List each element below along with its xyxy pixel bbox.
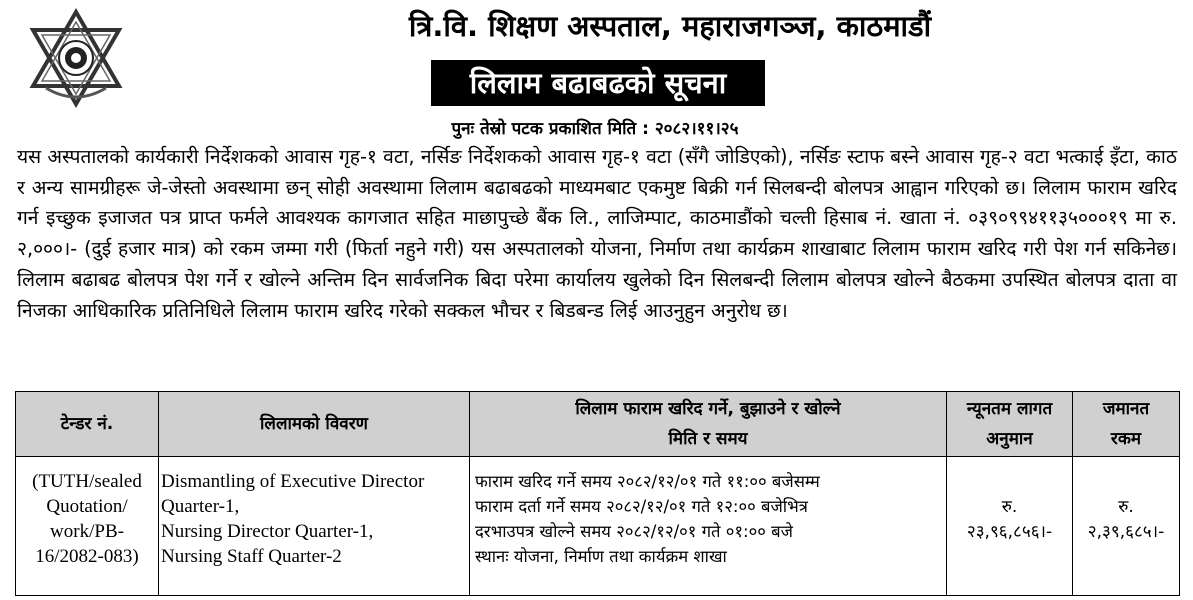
header-form-schedule: लिलाम फाराम खरिद गर्ने, बुझाउने र खोल्ने मिति र समय [470,392,947,457]
header-deposit: जमानत रकम [1073,392,1180,457]
table-header-row [16,392,1180,457]
table-row [16,457,1180,596]
header-description: लिलामको विवरण [159,392,470,457]
republish-date-note: पुनः तेस्रो पटक प्रकाशित मिति : २०८२।११।२५ [451,119,739,139]
notice-heading: लिलाम बढाबढको सूचना [431,60,765,106]
notice-body: यस अस्पतालको कार्यकारी निर्देशकको आवास गृह-१ वटा, नर्सिङ निर्देशकको आवास गृह-१ वटा (सँगै जोडिएको), नर्सिङ स्टाफ बस्ने आवास गृह-२ वटा भत्काई इँटा, काठ र अन्य सामग्रीहरू जे-जेस्तो अवस्थामा छन् सोही अवस्थामा लिलाम बढाबढको माध्यमबाट एकमुष्ट बिक्री गर्न सिलबन्दी बोलपत्र आह्वान गरिएको छ। लिलाम फाराम खरिद गर्न इच्छुक इजाजत पत्र प्राप्त फर्मले आवश्यक कागजात सहित माछापुच्छे बैंक लि., लाजिम्पाट, काठमाडौंको चल्ती हिसाब नं. खाता नं. ०३९०९९४११३५०००१९ मा रु. २,०००।- (दुई हजार मात्र) को रकम जम्मा गरी (फिर्ता नहुने गरी) यस अस्पतालको योजना, निर्माण तथा कार्यक्रम शाखाबाट लिलाम फाराम खरिद गरी पेश गर्न सकिनेछ। लिलाम बढाबढ बोलपत्र पेश गर्ने र खोल्ने अन्तिम दिन सार्वजनिक बिदा परेमा कार्यालय खुलेको दिन सिलबन्दी लिलाम बोलपत्र खोल्ने बैठकमा उपस्थित बोलपत्र दाता वा निजका आधिकारिक प्रतिनिधिले लिलाम फाराम खरिद गरेको सक्कल भौचर र बिडबन्ड लिई आउनुहुन अनुरोध छ। [17,145,1177,322]
cell-schedule: फाराम खरिद गर्ने समय २०८२/१२/०१ गते ११:०० बजेसम्म फाराम दर्ता गर्ने समय २०८२/१२/०१ गते १२:०० बजेभित्र दरभाउपत्र खोल्ने समय २०८२/१२/०१ गते ०१:०० बजे स्थानः योजना, निर्माण तथा कार्यक्रम शाखा [470,457,947,596]
cell-description: Dismantling of Executive Director Quarter-1, Nursing Director Quarter-1, Nursing Staff Quarter-2 [159,457,470,596]
cell-deposit: रु. २,३९,६८५।- [1073,457,1180,596]
cell-min-cost: रु. २३,९६,८५६।- [947,457,1073,596]
hospital-name-title: त्रि.वि. शिक्षण अस्पताल, महाराजगञ्ज, काठमाडौं [408,9,932,43]
tribhuvan-university-logo-icon [26,8,126,108]
header-tender-no: टेन्डर नं. [16,392,159,457]
tender-table [15,391,1180,596]
cell-tender-no: (TUTH/sealed Quotation/ work/PB- 16/2082-083) [16,457,159,596]
header-min-cost: न्यूनतम लागत अनुमान [947,392,1073,457]
